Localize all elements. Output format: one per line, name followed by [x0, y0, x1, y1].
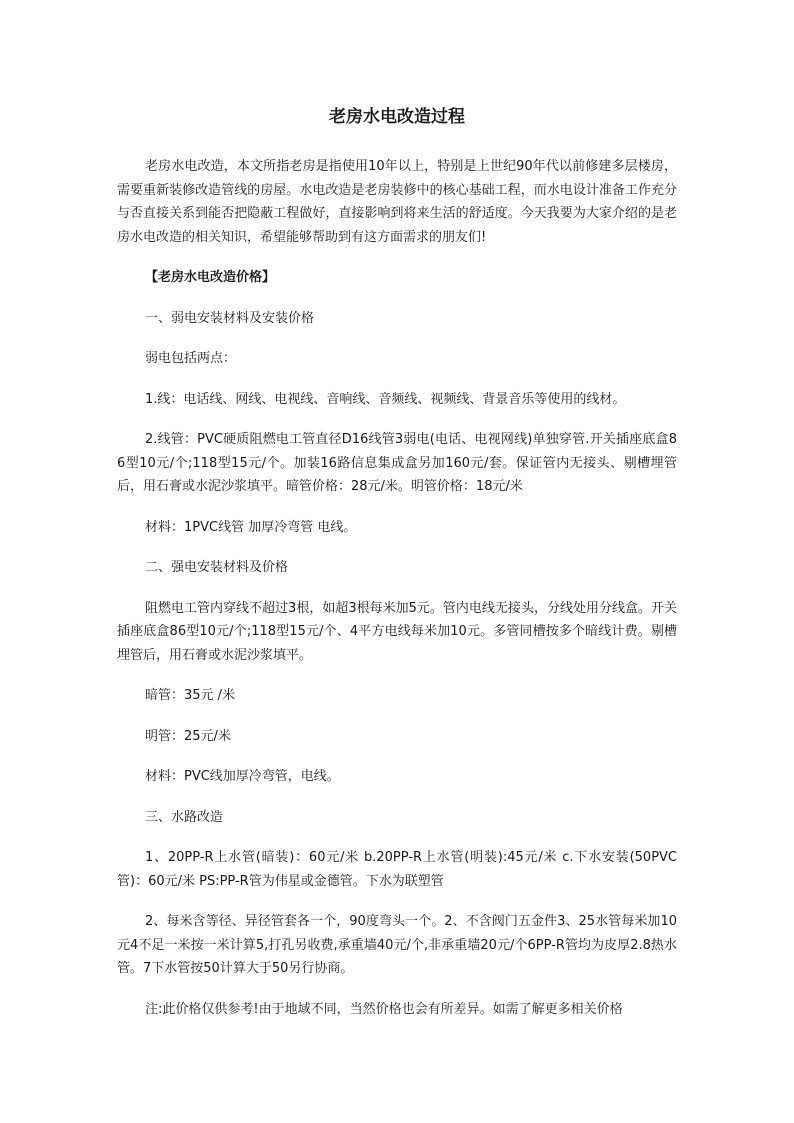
document-title: 老房水电改造过程 [329, 107, 465, 127]
section-heading: 【老房水电改造价格】 [145, 270, 276, 285]
price-note: 注:此价格仅供参考!由于地域不同，当然价格也会有所差异。如需了解更多相关价格 [145, 1001, 623, 1017]
water-title: 三、水路改造 [145, 809, 224, 825]
document-body [117, 155, 677, 1021]
weak-current-materials: 材料：1PVC线管 加厚冷弯管 电线。 [145, 519, 357, 535]
weak-current-item-conduit: 2.线管：PVC硬质阻燃电工管直径D16线管3弱电(电话、电视网线)单独穿管.开关插座底盒86型10元/个;118型15元/个。加装16路信息集成盒另加160元/套。保证管内无接头、剔槽埋管后，用石膏或水泥沙浆填平。暗管价格：28元/米。明管价格：18元/米 [117, 432, 677, 494]
water-item-fittings: 2、每米含等径、异径管套各一个，90度弯头一个。2、不含阀门五金件3、25水管每米加10元4不足一米按一米计算5,打孔另收费,承重墙40元/个,非承重墙20元/个6PP-R管均为皮厚2.8热水管。7下水管按50计算大于50另行协商。 [117, 914, 677, 976]
strong-current-exposed-price: 明管：25元/米 [145, 728, 231, 744]
strong-current-title: 二、强电安装材料及价格 [145, 560, 289, 575]
weak-current-item-wires: 1.线：电话线、网线、电视线、音响线、音频线、视频线、背景音乐等使用的线材。 [145, 391, 626, 407]
strong-current-concealed-price: 暗管：35元 /米 [145, 688, 236, 703]
water-item-pipes: 1、20PP-R上水管(暗装)：60元/米 b.20PP-R上水管(明装):45元/米 c.下水安装(50PVC管)：60元/米 PS:PP-R管为伟星或金德管。下水为联塑管 [117, 850, 677, 889]
strong-current-materials: 材料：PVC线加厚冷弯管，电线。 [145, 769, 340, 784]
strong-current-description: 阻燃电工管内穿线不超过3根，如超3根每米加5元。管内电线无接头，分线处用分线盒。开关插座底盒86型10元/个;118型15元/个、4平方电线每米加10元。多管同槽按多个暗线计费。剔槽埋管后，用石膏或水泥沙浆填平。 [117, 600, 677, 663]
intro-paragraph: 老房水电改造，本文所指老房是指使用10年以上，特别是上世纪90年代以前修建多层楼房，需要重新装修改造管线的房屋。水电改造是老房装修中的核心基础工程，而水电设计准备工作充分与否直接关系到能否把隐蔽工程做好，直接影响到将来生活的舒适度。今天我要为大家介绍的是老房水电改造的相关知识，希望能够帮助到有这方面需求的朋友们! [117, 159, 677, 245]
weak-current-includes: 弱电包括两点： [145, 351, 237, 366]
weak-current-title: 一、弱电安装材料及安装价格 [145, 310, 315, 326]
